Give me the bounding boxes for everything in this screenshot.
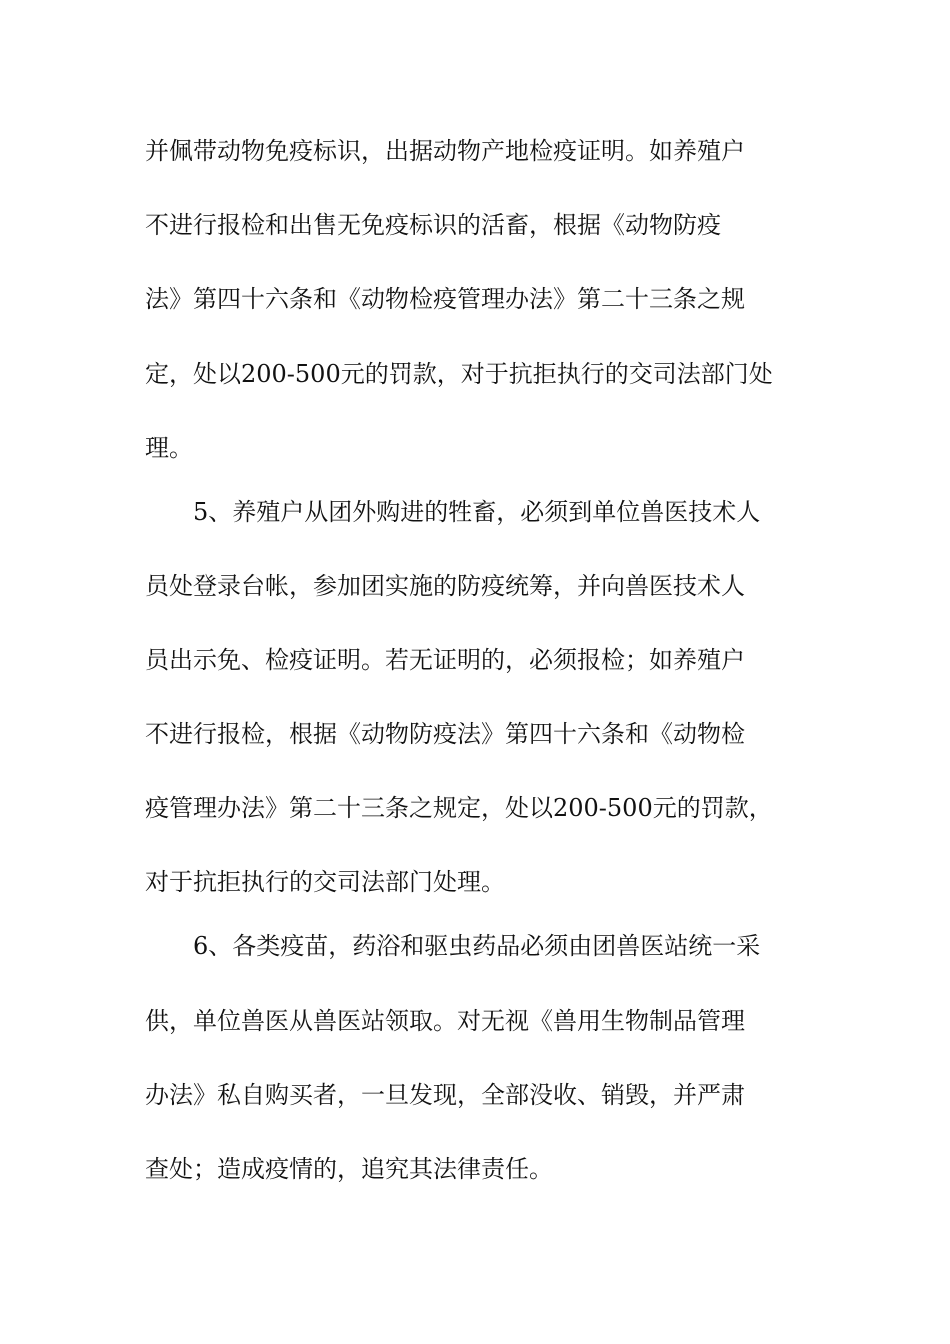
text-line: 员处登录台帐，参加团实施的防疫统筹，并向兽医技术人 [145,572,745,600]
text-line: 不进行报检，根据《动物防疫法》第四十六条和《动物检 [145,720,745,748]
paragraph-6-start: 6、各类疫苗，药浴和驱虫药品必须由团兽医站统一采 [193,932,761,960]
text-line: 不进行报检和出售无免疫标识的活畜，根据《动物防疫 [145,211,721,239]
text-line: 法》第四十六条和《动物检疫管理办法》第二十三条之规 [145,285,745,313]
text-line: 理。 [145,434,193,462]
text-line: 查处；造成疫情的，追究其法律责任。 [145,1155,553,1183]
text-line: 办法》私自购买者，一旦发现，全部没收、销毁，并严肃 [145,1081,745,1109]
paragraph-5-start: 5、养殖户从团外购进的牲畜，必须到单位兽医技术人 [193,498,761,526]
text-line: 对于抗拒执行的交司法部门处理。 [145,868,505,896]
text-line: 并佩带动物免疫标识，出据动物产地检疫证明。如养殖户 [145,137,745,165]
text-line: 供，单位兽医从兽医站领取。对无视《兽用生物制品管理 [145,1007,745,1035]
text-line: 疫管理办法》第二十三条之规定，处以200-500元的罚款， [145,794,773,822]
text-line: 员出示免、检疫证明。若无证明的，必须报检；如养殖户 [145,646,745,674]
text-line: 定，处以200-500元的罚款，对于抗拒执行的交司法部门处 [145,360,773,388]
